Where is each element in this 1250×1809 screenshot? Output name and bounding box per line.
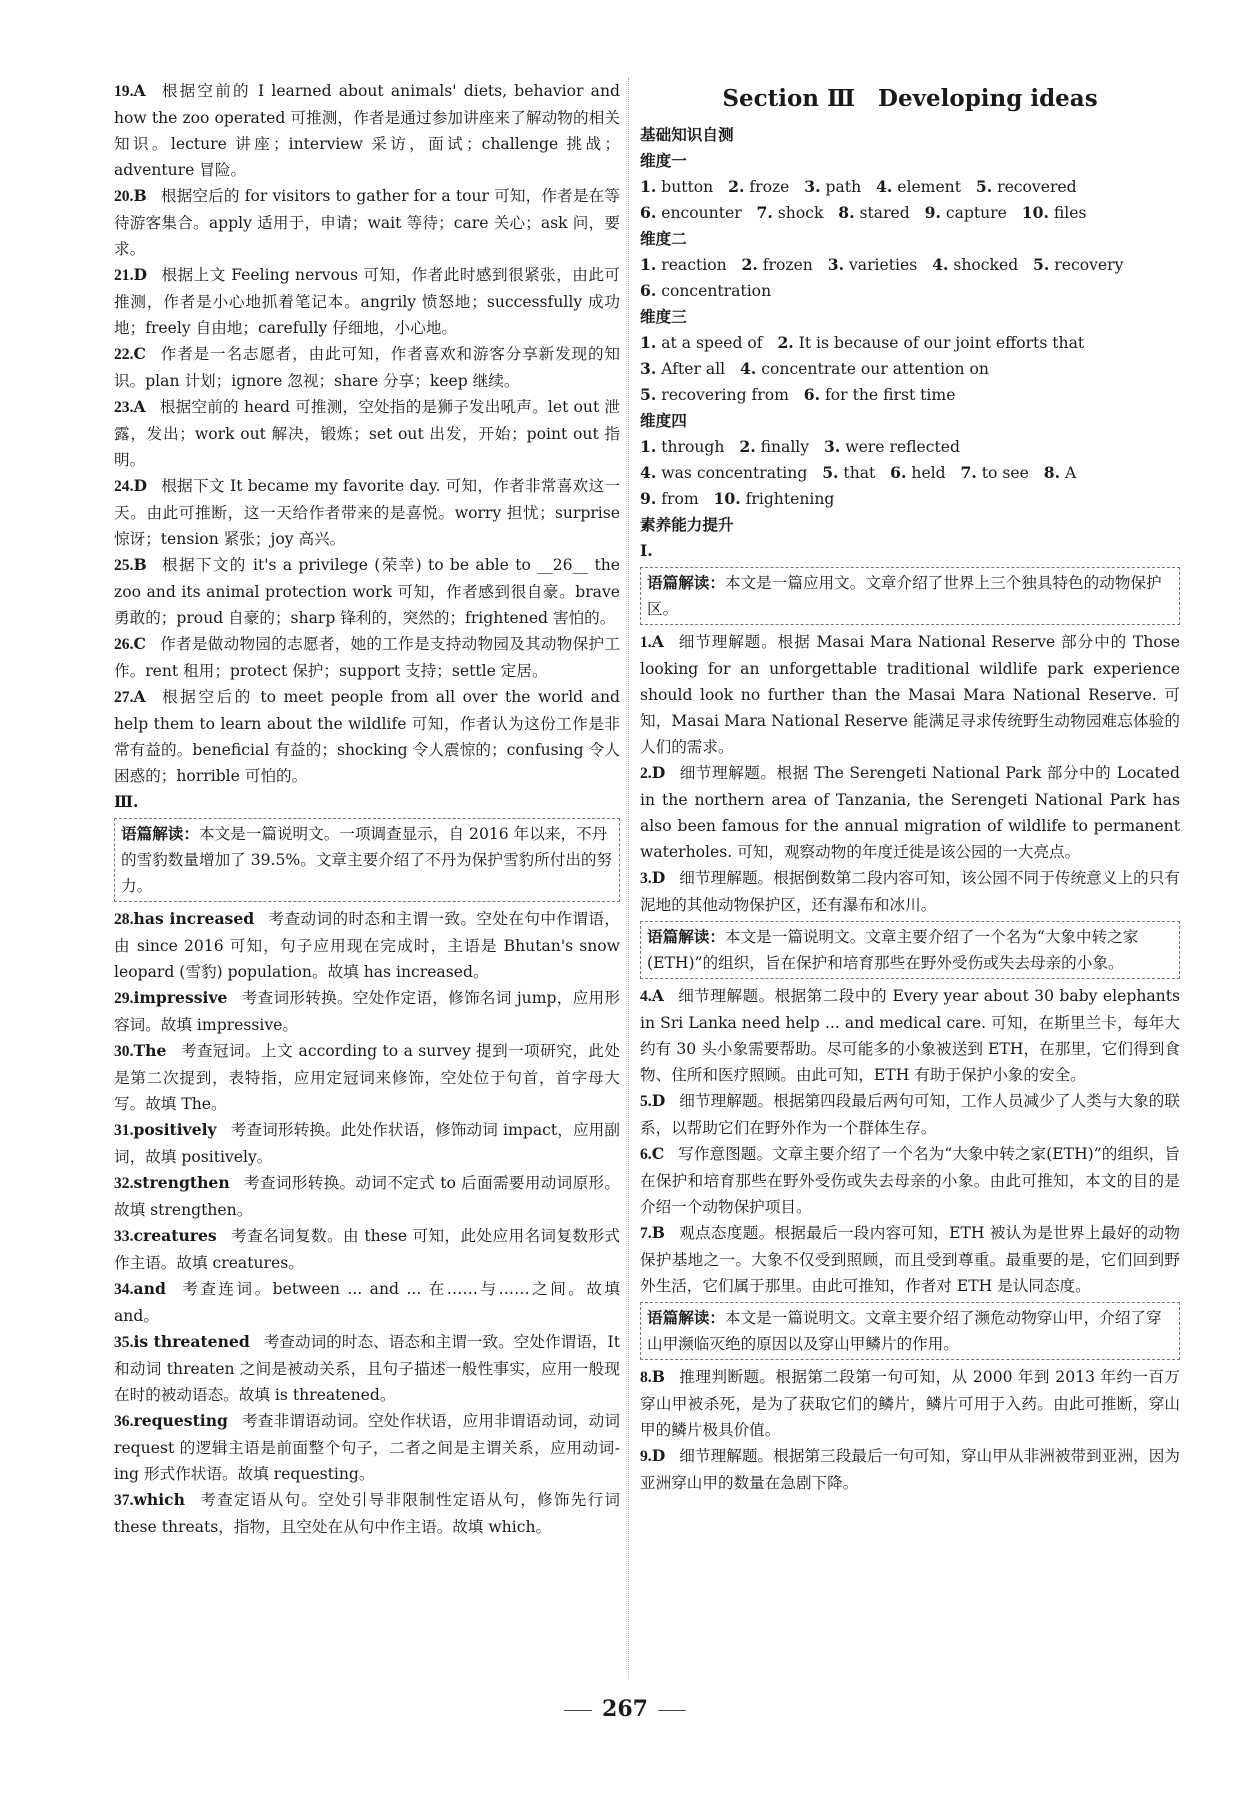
answer-explanation: 根据空前的 I learned about animals' diets, behavior and how the zoo operated 可推测，作者是通过参加讲座来了解动物的相关知识。lecture 讲座；interview 采访，面试；challenge 挑战；adventure 冒险。: [114, 82, 620, 179]
reading-note-tag: 语篇解读：: [647, 573, 725, 592]
answer-item: [640, 1088, 1180, 1141]
answer-number: 3.: [827, 255, 845, 274]
answer-key: has increased: [133, 909, 255, 928]
answer-item: [640, 1141, 1180, 1220]
answer-item: [114, 1487, 620, 1540]
subhead-dim4: 维度四: [640, 411, 687, 430]
answer-number: 30.: [114, 1043, 134, 1060]
answer-explanation: 考查定语从句。空处引导非限制性定语从句，修饰先行词 these threats，指物，且空处在从句中作主语。故填 which。: [114, 1491, 620, 1536]
answer-key: A: [651, 986, 664, 1005]
answer-number: 1.: [640, 634, 652, 651]
subhead-dim2: 维度二: [640, 229, 687, 248]
answer-item: [114, 1117, 620, 1170]
answers-row: [640, 356, 1180, 382]
answer-item: [114, 473, 620, 552]
answer-explanation: 细节理解题。根据第四段最后两句可知，工作人员减少了人类与大象的联系，以帮助它们在野外作为一个群体生存。: [640, 1092, 1180, 1137]
answer-word: to see: [976, 464, 1044, 482]
answer-item: [114, 183, 620, 262]
answer-key: strengthen: [133, 1173, 230, 1192]
answer-number: 8.: [1043, 463, 1060, 482]
answer-number: 5.: [1033, 255, 1050, 274]
answer-number: 6.: [640, 1146, 652, 1163]
answer-word: varieties: [844, 256, 933, 274]
answer-number: 10.: [1021, 203, 1049, 222]
answer-key: is threatened: [133, 1332, 250, 1351]
answer-explanation: 观点态度题。根据最后一段内容可知，ETH 被认为是世界上最好的动物保护基地之一。大象不仅受到照顾，而且受到尊重。最重要的是，它们回到野外生活，它们属于那里。由此可推知，作者对 ETH 是认同态度。: [640, 1224, 1180, 1295]
answers-row: [640, 174, 1180, 200]
answer-key: creatures: [133, 1226, 217, 1245]
answer-word: finally: [755, 438, 824, 456]
answers-row: [640, 382, 1180, 408]
answer-number: 33.: [114, 1228, 134, 1245]
page-number: [0, 1696, 1250, 1722]
answer-number: 24.: [114, 478, 134, 495]
answer-word: recovered: [992, 178, 1077, 196]
answer-number: 1.: [640, 333, 657, 352]
answer-number: 23.: [114, 399, 134, 416]
dim2-answers: [640, 252, 1180, 304]
answer-word: concentration: [656, 282, 772, 300]
answer-key: C: [133, 634, 146, 653]
answer-item: [640, 983, 1180, 1088]
answer-word: frightening: [740, 490, 835, 508]
answer-number: 4.: [640, 988, 652, 1005]
answer-explanation: 细节理解题。根据第二段中的 Every year about 30 baby elephants in Sri Lanka need help ... and medical care. 可知，在斯里兰卡，每年大约有 30 头小象需要帮助。尽可能多的小象被送到 ETH，在那里，它们得到食物、住所和医疗照顾。由此可知，ETH 有助于保护小象的安全。: [640, 987, 1180, 1084]
answer-word: After all: [656, 360, 741, 378]
answer-number: 1.: [640, 177, 657, 196]
answer-item: [114, 262, 620, 341]
reading-note-tag: 语篇解读：: [647, 927, 725, 946]
answer-word: encounter: [656, 204, 757, 222]
answer-item: [114, 1408, 620, 1487]
answer-number: 9.: [640, 1448, 652, 1465]
answer-number: 4.: [640, 463, 657, 482]
answer-number: 3.: [823, 437, 841, 456]
answer-word: element: [892, 178, 976, 196]
part-heading-i: Ⅰ.: [640, 541, 653, 560]
answer-item: [114, 1223, 620, 1276]
answer-number: 20.: [114, 188, 134, 205]
reading-note-3: [640, 1302, 1180, 1360]
answer-key: D: [651, 1091, 666, 1110]
left-column: [114, 78, 620, 1540]
answer-number: 3.: [640, 870, 652, 887]
answer-word: through: [656, 438, 740, 456]
answer-key: D: [651, 763, 666, 782]
answer-list-reading-c: [640, 1364, 1180, 1496]
answer-list-reading-b: [640, 983, 1180, 1299]
answer-key: A: [133, 687, 146, 706]
answer-item: [114, 1170, 620, 1223]
answer-number: 2.: [777, 333, 794, 352]
answer-key: B: [651, 1223, 665, 1242]
answer-item: [114, 985, 620, 1038]
answer-word: concentrate our attention on: [756, 360, 989, 378]
answer-number: 9.: [640, 489, 657, 508]
answer-number: 3.: [640, 359, 657, 378]
answers-row: [640, 486, 1180, 512]
answer-key: A: [651, 632, 664, 651]
answers-row: [640, 330, 1180, 356]
answer-explanation: 根据空后的 to meet people from all over the world and help them to learn about the wildlife 可知，作者认为这份工作是非常有益的。beneficial 有益的；shocking 令人震惊的；confusing 令人困惑的；horrible 可怕的。: [114, 688, 620, 785]
answer-explanation: 考查非谓语动词。空处作状语，应用非谓语动词，动词 request 的逻辑主语是前面整个句子，二者之间是主谓关系，应用动词-ing 形式作状语。故填 requesting。: [114, 1412, 620, 1483]
answer-explanation: 根据下文的 it's a privilege (荣幸) to be able to __26__ the zoo and its animal protection work 可知，作者感到很自豪。brave 勇敢的；proud 自豪的；sharp 锋利的，突然的；frightened 害怕的。: [114, 556, 620, 627]
answer-item: [640, 1443, 1180, 1496]
answer-word: stared: [854, 204, 925, 222]
answer-number: 5.: [640, 385, 657, 404]
answer-number: 8.: [640, 1369, 652, 1386]
part-heading-iii: Ⅲ.: [114, 792, 139, 811]
reading-note-text: 本文是一篇应用文。文章介绍了世界上三个独具特色的动物保护区。: [647, 574, 1162, 618]
answer-item: [114, 631, 620, 684]
answer-explanation: 考查动词的时态、语态和主谓一致。空处作谓语，It 和动词 threaten 之间是被动关系，且句子描述一般性事实，应用一般现在时的被动语态。故填 is threatened。: [114, 1333, 620, 1404]
answer-item: [114, 684, 620, 789]
page-number-dash: [564, 1710, 592, 1711]
answer-item: [640, 865, 1180, 918]
answer-explanation: 考查名词复数。由 these 可知，此处应用名词复数形式作主语。故填 creatures。: [114, 1227, 620, 1272]
right-column: [640, 78, 1180, 1496]
answer-word: files: [1048, 204, 1087, 222]
answer-number: 3.: [804, 177, 821, 196]
answer-number: 2.: [741, 255, 758, 274]
answer-number: 2.: [640, 765, 652, 782]
answer-number: 25.: [114, 557, 134, 574]
answer-number: 29.: [114, 990, 134, 1007]
answer-key: B: [651, 1367, 665, 1386]
answer-key: D: [133, 265, 148, 284]
answer-key: The: [133, 1041, 167, 1060]
answer-explanation: 根据上文 Feeling nervous 可知，作者此时感到很紧张，由此可推测，作者是小心地抓着笔记本。angrily 愤怒地；successfully 成功地；freely 自由地；carefully 仔细地，小心地。: [114, 266, 620, 337]
answer-number: 5.: [822, 463, 839, 482]
dim1-answers: [640, 174, 1180, 226]
answer-number: 27.: [114, 689, 134, 706]
page-number-dash: [658, 1710, 686, 1711]
answer-explanation: 细节理解题。根据倒数第二段内容可知，该公园不同于传统意义上的只有泥地的其他动物保护区，还有瀑布和冰川。: [640, 869, 1180, 914]
answer-number: 8.: [838, 203, 855, 222]
answer-word: recovery: [1049, 256, 1124, 274]
reading-note-tag: 语篇解读：: [647, 1308, 725, 1327]
answer-number: 37.: [114, 1492, 134, 1509]
answer-key: D: [651, 868, 666, 887]
subhead-dim3: 维度三: [640, 307, 687, 326]
answer-item: [114, 78, 620, 183]
subhead-dim1: 维度一: [640, 151, 687, 170]
answer-item: [114, 1329, 620, 1408]
answer-list-grammar: [114, 906, 620, 1540]
answer-number: 9.: [924, 203, 941, 222]
answer-key: C: [133, 344, 146, 363]
answer-word: frozen: [757, 256, 828, 274]
answer-key: B: [133, 555, 147, 574]
answer-number: 5.: [975, 177, 993, 196]
answer-item: [640, 760, 1180, 865]
answer-explanation: 考查词形转换。空处作定语，修饰名词 jump，应用形容词。故填 impressive。: [114, 989, 620, 1034]
answer-number: 36.: [114, 1413, 134, 1430]
answer-explanation: 推理判断题。根据第二段第一句可知，从 2000 年到 2013 年约一百万穿山甲被杀死，是为了获取它们的鳞片，鳞片可用于入药。由此可推断，穿山甲的鳞片极具价值。: [640, 1368, 1180, 1439]
answer-explanation: 细节理解题。根据 The Serengeti National Park 部分中的 Located in the northern area of Tanzania, the Serengeti National Park has also been famous for the annual migration of wildlife to permanent waterholes. 可知，观察动物的年度迁徙是该公园的一大亮点。: [640, 764, 1180, 861]
answer-key: impressive: [133, 988, 228, 1007]
answer-explanation: 考查动词的时态和主谓一致。空处在句中作谓语，由 since 2016 可知，句子应用现在完成时，主语是 Bhutan's snow leopard (雪豹) population。故填 has increased。: [114, 910, 620, 981]
answer-key: requesting: [133, 1411, 228, 1430]
answer-number: 7.: [960, 463, 977, 482]
answer-word: from: [656, 490, 714, 508]
answer-key: positively: [133, 1120, 217, 1139]
answer-item: [640, 629, 1180, 760]
reading-note-2: [640, 921, 1180, 979]
answer-key: B: [133, 186, 147, 205]
answer-word: froze: [744, 178, 805, 196]
answer-key: D: [651, 1446, 666, 1465]
dim4-answers: [640, 434, 1180, 512]
answers-row: [640, 460, 1180, 486]
answer-key: A: [133, 397, 146, 416]
answer-number: 4.: [875, 177, 893, 196]
answer-word: at a speed of: [656, 334, 778, 352]
answer-key: C: [651, 1144, 665, 1163]
answer-word: reaction: [656, 256, 742, 274]
answer-item: [114, 394, 620, 473]
section-title: Section Ⅲ Developing ideas: [722, 85, 1098, 112]
answer-key: and: [133, 1279, 166, 1298]
answer-list-cloze: [114, 78, 620, 789]
answer-word: path: [820, 178, 876, 196]
answer-explanation: 考查词形转换。动词不定式 to 后面需要用动词原形。故填 strengthen。: [114, 1174, 620, 1219]
answer-explanation: 作者是一名志愿者，由此可知，作者喜欢和游客分享新发现的知识。plan 计划；ignore 忽视；share 分享；keep 继续。: [114, 345, 620, 390]
answers-row: [640, 434, 1180, 460]
answer-word: shock: [772, 204, 839, 222]
reading-note-text: 本文是一篇说明文。文章主要介绍了一个名为“大象中转之家(ETH)”的组织，旨在保护和培育那些在野外受伤或失去母亲的小象。: [647, 928, 1139, 972]
answer-word: that: [838, 464, 891, 482]
reading-note-tag: 语篇解读：: [121, 824, 199, 843]
answer-explanation: 细节理解题。根据 Masai Mara National Reserve 部分中的 Those looking for an unforgettable traditional wildlife park experience should look no further than the Masai Mara National Reserve. 可知，Masai Mara National Reserve 能满足寻求传统野生动物园难忘体验的人们的需求。: [640, 633, 1180, 756]
reading-note-text: 本文是一篇说明文。一项调查显示，自 2016 年以来，不丹的雪豹数量增加了 39.5%。文章主要介绍了不丹为保护雪豹所付出的努力。: [121, 825, 613, 895]
answer-number: 21.: [114, 267, 134, 284]
answer-explanation: 考查连词。between ... and ... 在……与……之间。故填 and。: [114, 1280, 620, 1325]
answer-explanation: 根据下文 It became my favorite day. 可知，作者非常喜欢这一天。由此可推断，这一天给作者带来的是喜悦。worry 担忧；surprise 惊讶；tension 紧张；joy 高兴。: [114, 477, 620, 548]
subhead-basic: 基础知识自测: [640, 125, 734, 144]
dim3-answers: [640, 330, 1180, 408]
answer-number: 19.: [114, 83, 134, 100]
answer-word: was concentrating: [656, 464, 823, 482]
answers-row: [640, 278, 1180, 304]
answer-number: 6.: [803, 385, 821, 404]
subhead-ability: 素养能力提升: [640, 515, 734, 534]
answer-word: for the first time: [820, 386, 956, 404]
answer-number: 35.: [114, 1334, 134, 1351]
answer-key: which: [133, 1490, 186, 1509]
answer-number: 4.: [932, 255, 949, 274]
answer-item: [640, 1364, 1180, 1443]
answer-word: capture: [940, 204, 1022, 222]
answer-number: 32.: [114, 1175, 134, 1192]
answer-item: [114, 552, 620, 631]
answer-number: 7.: [756, 203, 773, 222]
answer-word: recovering from: [656, 386, 804, 404]
answer-explanation: 写作意图题。文章主要介绍了一个名为“大象中转之家(ETH)”的组织，旨在保护和培育那些在野外受伤或失去母亲的小象。由此可推知，本文的目的是介绍一个动物保护项目。: [640, 1145, 1180, 1216]
page-number-text: 267: [602, 1696, 648, 1722]
answer-word: It is because of our joint efforts that: [793, 334, 1085, 352]
answer-number: 22.: [114, 346, 134, 363]
answer-key: D: [133, 476, 148, 495]
answer-word: A: [1060, 464, 1077, 482]
answer-number: 10.: [713, 489, 741, 508]
reading-note-text: 本文是一篇说明文。文章主要介绍了濒危动物穿山甲，介绍了穿山甲濒临灭绝的原因以及穿山甲鳞片的作用。: [647, 1309, 1162, 1353]
answer-explanation: 细节理解题。根据第三段最后一句可知，穿山甲从非洲被带到亚洲，因为亚洲穿山甲的数量在急剧下降。: [640, 1447, 1180, 1492]
answer-item: [114, 1038, 620, 1117]
answer-number: 26.: [114, 636, 134, 653]
answer-word: shocked: [948, 256, 1034, 274]
answer-explanation: 考查冠词。上文 according to a survey 提到一项研究，此处是第二次提到，表特指，应用定冠词来修饰，空处位于句首，首字母大写。故填 The。: [114, 1042, 620, 1113]
reading-note-1: [640, 567, 1180, 625]
reading-note: [114, 818, 620, 902]
answer-word: were reflected: [840, 438, 960, 456]
column-divider: [628, 78, 629, 1678]
answer-number: 31.: [114, 1122, 134, 1139]
answer-explanation: 根据空后的 for visitors to gather for a tour 可知，作者是在等待游客集合。apply 适用于，申请；wait 等待；care 关心；ask 问，要求。: [114, 187, 620, 258]
answer-number: 1.: [640, 255, 657, 274]
answer-number: 1.: [640, 437, 657, 456]
answer-number: 6.: [640, 203, 657, 222]
answer-number: 6.: [890, 463, 907, 482]
answer-number: 4.: [740, 359, 757, 378]
answer-item: [640, 1220, 1180, 1299]
answer-number: 28.: [114, 911, 134, 928]
answer-list-reading-a: [640, 629, 1180, 918]
answer-word: held: [906, 464, 961, 482]
answer-item: [114, 1276, 620, 1329]
answer-item: [114, 341, 620, 394]
answer-explanation: 根据空前的 heard 可推测，空处指的是狮子发出吼声。let out 泄露，发出；work out 解决，锻炼；set out 出发，开始；point out 指明。: [114, 398, 620, 469]
answers-row: [640, 200, 1180, 226]
answers-row: [640, 252, 1180, 278]
answer-explanation: 考查词形转换。此处作状语，修饰动词 impact，应用副词，故填 positively。: [114, 1121, 620, 1166]
answer-explanation: 作者是做动物园的志愿者，她的工作是支持动物园及其动物保护工作。rent 租用；protect 保护；support 支持；settle 定居。: [114, 635, 620, 680]
answer-number: 5.: [640, 1093, 652, 1110]
answer-number: 6.: [640, 281, 657, 300]
answer-item: [114, 906, 620, 985]
answer-number: 2.: [739, 437, 756, 456]
answer-number: 34.: [114, 1281, 134, 1298]
answer-key: A: [133, 81, 146, 100]
answer-number: 2.: [728, 177, 745, 196]
answer-word: button: [656, 178, 729, 196]
answer-number: 7.: [640, 1225, 652, 1242]
